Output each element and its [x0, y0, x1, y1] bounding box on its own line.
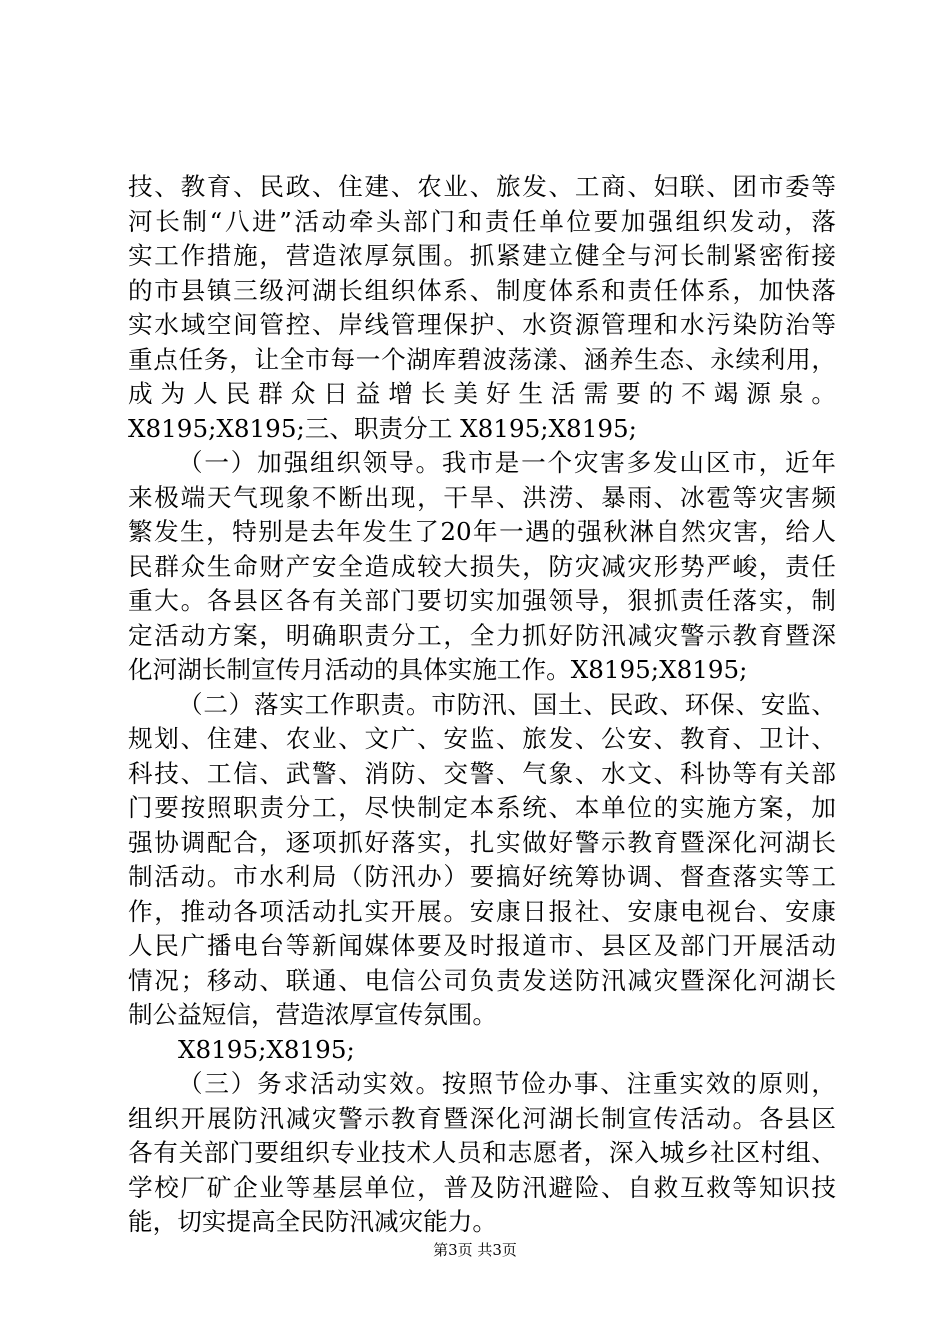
- text-line: 情况；移动、联通、电信公司负责发送防汛减灾暨深化河湖长: [128, 965, 836, 995]
- paragraph-first-line: （二）落实工作职责。市防汛、国土、民政、环保、安监、: [178, 689, 836, 719]
- text-line: 成为人民群众日益增长美好生活需要的不竭源泉。: [128, 379, 836, 408]
- text-line: 作，推动各项活动扎实开展。安康日报社、安康电视台、安康: [128, 896, 836, 926]
- text-line: 各有关部门要组织专业技术人员和志愿者，深入城乡社区村组、: [128, 1138, 836, 1167]
- text-line: 来极端天气现象不断出现，干旱、洪涝、暴雨、冰雹等灾害频: [128, 482, 836, 512]
- text-line: 技、教育、民政、住建、农业、旅发、工商、妇联、团市委等: [128, 172, 836, 201]
- text-line: 实水域空间管控、岸线管理保护、水资源管理和水污染防治等: [128, 310, 836, 339]
- text-line: 定活动方案，明确职责分工，全力抓好防汛减灾警示教育暨深: [128, 620, 836, 650]
- text-line: 强协调配合，逐项抓好落实，扎实做好警示教育暨深化河湖长: [128, 827, 836, 857]
- text-line: 河长制“八进”活动牵头部门和责任单位要加强组织发动，落: [128, 206, 836, 236]
- text-line: 的市县镇三级河湖长组织体系、制度体系和责任体系，加快落: [128, 275, 836, 305]
- paragraph-first-line: （一）加强组织领导。我市是一个灾害多发山区市，近年: [178, 448, 836, 477]
- text-line: 化河湖长制宣传月活动的具体实施工作。X8195;X8195;: [128, 655, 748, 684]
- text-line: 门要按照职责分工，尽快制定本系统、本单位的实施方案，加: [128, 793, 836, 822]
- document-body: [128, 170, 836, 1240]
- paragraph-first-line: （三）务求活动实效。按照节俭办事、注重实效的原则，: [178, 1069, 836, 1098]
- page-number-footer: 第3页 共3页: [433, 1241, 517, 1259]
- text-line: 学校厂矿企业等基层单位，普及防汛避险、自救互救等知识技: [128, 1172, 836, 1202]
- text-line: 人民广播电台等新闻媒体要及时报道市、县区及部门开展活动: [128, 931, 836, 960]
- text-line: 实工作措施，营造浓厚氛围。抓紧建立健全与河长制紧密衔接: [128, 241, 836, 270]
- text-line: 重大。各县区各有关部门要切实加强领导，狠抓责任落实，制: [128, 586, 836, 615]
- text-line: 科技、工信、武警、消防、交警、气象、水文、科协等有关部: [128, 758, 836, 788]
- text-line: 制公益短信，营造浓厚宣传氛围。: [128, 1000, 497, 1029]
- text-line: 重点任务，让全市每一个湖库碧波荡漾、涵养生态、永续利用，: [128, 344, 836, 374]
- text-line: X8195;X8195;三、职责分工 X8195;X8195;: [128, 413, 637, 443]
- text-line: 民群众生命财产安全造成较大损失，防灾减灾形势严峻，责任: [128, 551, 836, 581]
- text-line: 繁发生，特别是去年发生了20年一遇的强秋淋自然灾害，给人: [128, 517, 836, 546]
- text-line: 规划、住建、农业、文广、安监、旅发、公安、教育、卫计、: [128, 724, 836, 753]
- text-line: 组织开展防汛减灾警示教育暨深化河湖长制宣传活动。各县区: [128, 1103, 836, 1133]
- text-line: 制活动。市水利局（防汛办）要搞好统筹协调、督查落实等工: [128, 862, 836, 891]
- text-line: 能，切实提高全民防汛减灾能力。: [128, 1207, 497, 1236]
- text-line: X8195;X8195;: [178, 1034, 355, 1064]
